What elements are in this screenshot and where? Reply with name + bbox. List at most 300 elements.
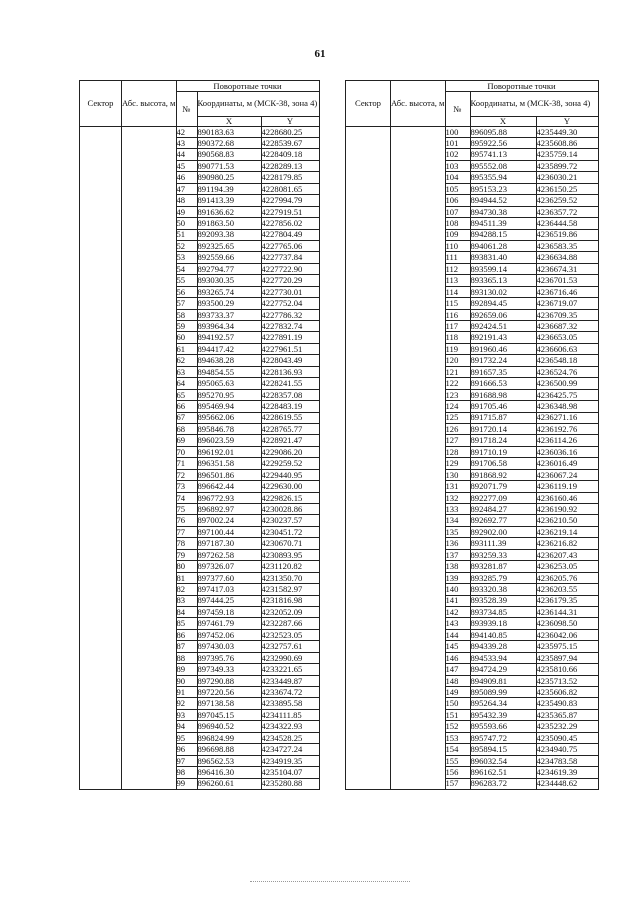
point-number-cell: 120 (445, 355, 470, 366)
point-number-cell: 152 (445, 721, 470, 732)
point-number-cell: 105 (445, 183, 470, 194)
point-number-cell: 134 (445, 515, 470, 526)
point-number-cell: 56 (176, 286, 197, 297)
x-coordinate-cell: 891720.14 (470, 423, 536, 434)
x-header: X (197, 117, 261, 127)
point-number-cell: 46 (176, 172, 197, 183)
x-coordinate-cell: 897045.15 (197, 709, 261, 720)
point-number-cell: 54 (176, 263, 197, 274)
x-coordinate-cell: 893365.13 (470, 275, 536, 286)
sector-header: Сектор (346, 81, 391, 127)
y-coordinate-cell: 4236067.24 (536, 469, 598, 480)
x-coordinate-cell: 891863.50 (197, 218, 261, 229)
x-coordinate-cell: 893320.38 (470, 584, 536, 595)
point-number-cell: 151 (445, 709, 470, 720)
x-coordinate-cell: 895552.08 (470, 160, 536, 171)
x-coordinate-cell: 895846.78 (197, 423, 261, 434)
point-number-cell: 51 (176, 229, 197, 240)
x-coordinate-cell: 890183.63 (197, 126, 261, 137)
y-coordinate-cell: 4236259.52 (536, 195, 598, 206)
point-number-cell: 71 (176, 458, 197, 469)
point-number-cell: 52 (176, 240, 197, 251)
point-number-cell: 45 (176, 160, 197, 171)
point-number-cell: 123 (445, 389, 470, 400)
y-coordinate-cell: 4234619.39 (536, 767, 598, 778)
x-coordinate-cell: 895922.56 (470, 138, 536, 149)
x-coordinate-cell: 897290.88 (197, 675, 261, 686)
y-coordinate-cell: 4236207.43 (536, 549, 598, 560)
point-number-cell: 87 (176, 641, 197, 652)
y-coordinate-cell: 4235899.72 (536, 160, 598, 171)
x-coordinate-cell: 897138.58 (197, 698, 261, 709)
x-coordinate-cell: 891706.58 (470, 458, 536, 469)
y-coordinate-cell: 4232757.61 (261, 641, 319, 652)
point-number-cell: 145 (445, 641, 470, 652)
x-coordinate-cell: 894944.52 (470, 195, 536, 206)
y-coordinate-cell: 4234940.75 (536, 744, 598, 755)
page-number: 61 (314, 48, 326, 60)
y-coordinate-cell: 4236524.76 (536, 366, 598, 377)
y-coordinate-cell: 4236144.31 (536, 606, 598, 617)
abs-height-header: Абс. высота, м (391, 81, 446, 127)
x-coordinate-cell: 893265.74 (197, 286, 261, 297)
point-number-cell: 74 (176, 492, 197, 503)
point-number-cell: 99 (176, 778, 197, 789)
y-coordinate-cell: 4232287.66 (261, 618, 319, 629)
x-coordinate-cell: 895741.13 (470, 149, 536, 160)
point-number-cell: 77 (176, 526, 197, 537)
x-coordinate-cell: 892484.27 (470, 504, 536, 515)
x-coordinate-cell: 894417.42 (197, 343, 261, 354)
y-coordinate-cell: 4236119.19 (536, 481, 598, 492)
x-coordinate-cell: 893285.79 (470, 572, 536, 583)
point-number-cell: 55 (176, 275, 197, 286)
point-number-cell: 104 (445, 172, 470, 183)
y-coordinate-cell: 4227856.02 (261, 218, 319, 229)
y-coordinate-cell: 4228765.77 (261, 423, 319, 434)
y-coordinate-cell: 4234448.62 (536, 778, 598, 789)
y-coordinate-cell: 4236674.31 (536, 263, 598, 274)
x-coordinate-cell: 891960.46 (470, 343, 536, 354)
y-header: Y (261, 117, 319, 127)
x-coordinate-cell: 893599.14 (470, 263, 536, 274)
y-coordinate-cell: 4228136.93 (261, 366, 319, 377)
point-number-cell: 61 (176, 343, 197, 354)
y-coordinate-cell: 4233449.87 (261, 675, 319, 686)
y-coordinate-cell: 4231350.70 (261, 572, 319, 583)
x-coordinate-cell: 897002.24 (197, 515, 261, 526)
y-coordinate-cell: 4236716.46 (536, 286, 598, 297)
x-coordinate-cell: 895355.94 (470, 172, 536, 183)
point-number-cell: 63 (176, 366, 197, 377)
y-coordinate-cell: 4229259.52 (261, 458, 319, 469)
point-number-cell: 138 (445, 561, 470, 572)
point-number-cell: 125 (445, 412, 470, 423)
y-coordinate-cell: 4230670.71 (261, 538, 319, 549)
point-number-cell: 88 (176, 652, 197, 663)
point-number-cell: 118 (445, 332, 470, 343)
y-coordinate-cell: 4236606.63 (536, 343, 598, 354)
y-coordinate-cell: 4230237.57 (261, 515, 319, 526)
y-coordinate-cell: 4235975.15 (536, 641, 598, 652)
x-coordinate-cell: 895469.94 (197, 401, 261, 412)
x-coordinate-cell: 890568.83 (197, 149, 261, 160)
point-number-cell: 112 (445, 263, 470, 274)
x-coordinate-cell: 892794.77 (197, 263, 261, 274)
x-coordinate-cell: 893734.85 (470, 606, 536, 617)
x-coordinate-cell: 893111.39 (470, 538, 536, 549)
point-number-cell: 127 (445, 435, 470, 446)
point-number-cell: 147 (445, 664, 470, 675)
y-coordinate-cell: 4229086.20 (261, 446, 319, 457)
y-header: Y (536, 117, 598, 127)
x-coordinate-cell: 897377.60 (197, 572, 261, 583)
point-number-cell: 121 (445, 366, 470, 377)
x-coordinate-cell: 893500.29 (197, 298, 261, 309)
x-coordinate-cell: 897461.79 (197, 618, 261, 629)
x-coordinate-cell: 896192.01 (197, 446, 261, 457)
point-number-cell: 48 (176, 195, 197, 206)
x-coordinate-cell: 895432.39 (470, 709, 536, 720)
point-number-cell: 62 (176, 355, 197, 366)
point-number-cell: 135 (445, 526, 470, 537)
y-coordinate-cell: 4232523.05 (261, 629, 319, 640)
x-coordinate-cell: 893130.02 (470, 286, 536, 297)
point-number-cell: 64 (176, 378, 197, 389)
x-coordinate-cell: 896772.93 (197, 492, 261, 503)
y-coordinate-cell: 4227722.90 (261, 263, 319, 274)
y-coordinate-cell: 4228043.49 (261, 355, 319, 366)
y-coordinate-cell: 4227786.32 (261, 309, 319, 320)
footer-mark (250, 881, 410, 884)
y-coordinate-cell: 4236030.21 (536, 172, 598, 183)
point-number-cell: 117 (445, 321, 470, 332)
y-coordinate-cell: 4228409.18 (261, 149, 319, 160)
x-coordinate-cell: 897100.44 (197, 526, 261, 537)
y-coordinate-cell: 4227765.06 (261, 240, 319, 251)
y-coordinate-cell: 4236519.86 (536, 229, 598, 240)
x-coordinate-cell: 896562.53 (197, 755, 261, 766)
point-number-cell: 73 (176, 481, 197, 492)
y-coordinate-cell: 4228539.67 (261, 138, 319, 149)
point-number-cell: 75 (176, 504, 197, 515)
point-number-cell: 94 (176, 721, 197, 732)
turning-points-header: Поворотные точки (176, 81, 319, 92)
y-coordinate-cell: 4228241.55 (261, 378, 319, 389)
point-number-cell: 110 (445, 240, 470, 251)
y-coordinate-cell: 4233895.58 (261, 698, 319, 709)
point-number-cell: 139 (445, 572, 470, 583)
x-coordinate-cell: 892093.38 (197, 229, 261, 240)
point-number-cell: 116 (445, 309, 470, 320)
y-coordinate-cell: 4228483.19 (261, 401, 319, 412)
point-number-cell: 92 (176, 698, 197, 709)
point-number-cell: 85 (176, 618, 197, 629)
point-number-cell: 114 (445, 286, 470, 297)
x-coordinate-cell: 894192.57 (197, 332, 261, 343)
x-coordinate-cell: 896023.59 (197, 435, 261, 446)
point-number-cell: 79 (176, 549, 197, 560)
y-coordinate-cell: 4230893.95 (261, 549, 319, 560)
y-coordinate-cell: 4229630.00 (261, 481, 319, 492)
point-number-cell: 82 (176, 584, 197, 595)
point-number-cell: 142 (445, 606, 470, 617)
y-coordinate-cell: 4235490.83 (536, 698, 598, 709)
point-number-cell: 153 (445, 732, 470, 743)
point-number-cell: 59 (176, 321, 197, 332)
point-number-cell: 136 (445, 538, 470, 549)
y-coordinate-cell: 4236425.75 (536, 389, 598, 400)
y-coordinate-cell: 4234322.93 (261, 721, 319, 732)
x-coordinate-cell: 890771.53 (197, 160, 261, 171)
x-coordinate-cell: 896032.54 (470, 755, 536, 766)
x-coordinate-cell: 896095.88 (470, 126, 536, 137)
point-number-cell: 106 (445, 195, 470, 206)
point-number-cell: 122 (445, 378, 470, 389)
y-coordinate-cell: 4227832.74 (261, 321, 319, 332)
x-coordinate-cell: 897395.76 (197, 652, 261, 663)
x-coordinate-cell: 896824.99 (197, 732, 261, 743)
y-coordinate-cell: 4235280.88 (261, 778, 319, 789)
x-coordinate-cell: 895593.66 (470, 721, 536, 732)
point-number-cell: 154 (445, 744, 470, 755)
x-coordinate-cell: 896642.44 (197, 481, 261, 492)
sector-cell (346, 126, 391, 789)
y-coordinate-cell: 4228680.25 (261, 126, 319, 137)
x-coordinate-cell: 893281.87 (470, 561, 536, 572)
x-coordinate-cell: 895894.15 (470, 744, 536, 755)
point-number-cell: 68 (176, 423, 197, 434)
x-coordinate-cell: 891194.39 (197, 183, 261, 194)
table-body-left (80, 126, 320, 789)
x-coordinate-cell: 895747.72 (470, 732, 536, 743)
y-coordinate-cell: 4235449.30 (536, 126, 598, 137)
x-coordinate-cell: 896416.30 (197, 767, 261, 778)
x-coordinate-cell: 897459.18 (197, 606, 261, 617)
x-coordinate-cell: 891657.35 (470, 366, 536, 377)
abs-height-cell (391, 126, 446, 789)
x-coordinate-cell: 894854.55 (197, 366, 261, 377)
point-number-cell: 111 (445, 252, 470, 263)
y-coordinate-cell: 4229440.95 (261, 469, 319, 480)
point-number-cell: 91 (176, 687, 197, 698)
y-coordinate-cell: 4235608.86 (536, 138, 598, 149)
point-number-cell: 78 (176, 538, 197, 549)
y-coordinate-cell: 4236036.16 (536, 446, 598, 457)
point-number-cell: 150 (445, 698, 470, 709)
y-coordinate-cell: 4235606.82 (536, 687, 598, 698)
y-coordinate-cell: 4236114.26 (536, 435, 598, 446)
abs-height-cell (122, 126, 177, 789)
point-number-cell: 140 (445, 584, 470, 595)
y-coordinate-cell: 4230451.72 (261, 526, 319, 537)
y-coordinate-cell: 4228619.55 (261, 412, 319, 423)
y-coordinate-cell: 4235759.14 (536, 149, 598, 160)
x-coordinate-cell: 896162.51 (470, 767, 536, 778)
point-number-cell: 43 (176, 138, 197, 149)
point-number-cell: 49 (176, 206, 197, 217)
x-coordinate-cell: 896698.88 (197, 744, 261, 755)
sector-header: Сектор (80, 81, 122, 127)
x-coordinate-cell: 891718.24 (470, 435, 536, 446)
y-coordinate-cell: 4233674.72 (261, 687, 319, 698)
abs-height-header: Абс. высота, м (122, 81, 177, 127)
y-coordinate-cell: 4236271.16 (536, 412, 598, 423)
point-number-cell: 141 (445, 595, 470, 606)
y-coordinate-cell: 4231816.98 (261, 595, 319, 606)
point-number-cell: 81 (176, 572, 197, 583)
y-coordinate-cell: 4236205.76 (536, 572, 598, 583)
x-coordinate-cell: 891715.87 (470, 412, 536, 423)
y-coordinate-cell: 4230028.86 (261, 504, 319, 515)
x-coordinate-cell: 894730.38 (470, 206, 536, 217)
point-number-cell: 124 (445, 401, 470, 412)
x-coordinate-cell: 895153.23 (470, 183, 536, 194)
x-coordinate-cell: 892902.00 (470, 526, 536, 537)
x-coordinate-cell: 895065.63 (197, 378, 261, 389)
y-coordinate-cell: 4236583.35 (536, 240, 598, 251)
table-row (80, 126, 320, 137)
y-coordinate-cell: 4236444.58 (536, 218, 598, 229)
x-coordinate-cell: 896351.58 (197, 458, 261, 469)
x-coordinate-cell: 893259.33 (470, 549, 536, 560)
x-coordinate-cell: 894638.28 (197, 355, 261, 366)
point-number-cell: 137 (445, 549, 470, 560)
x-coordinate-cell: 895264.34 (470, 698, 536, 709)
y-coordinate-cell: 4236098.50 (536, 618, 598, 629)
x-coordinate-cell: 897452.06 (197, 629, 261, 640)
y-coordinate-cell: 4236216.82 (536, 538, 598, 549)
y-coordinate-cell: 4236709.35 (536, 309, 598, 320)
x-coordinate-cell: 895270.95 (197, 389, 261, 400)
y-coordinate-cell: 4227919.51 (261, 206, 319, 217)
x-coordinate-cell: 894061.28 (470, 240, 536, 251)
x-coordinate-cell: 893831.40 (470, 252, 536, 263)
y-coordinate-cell: 4227730.01 (261, 286, 319, 297)
point-number-cell: 95 (176, 732, 197, 743)
x-coordinate-cell: 896260.61 (197, 778, 261, 789)
point-number-cell: 97 (176, 755, 197, 766)
x-coordinate-cell: 896501.86 (197, 469, 261, 480)
x-coordinate-cell: 897349.33 (197, 664, 261, 675)
x-coordinate-cell: 892659.06 (470, 309, 536, 320)
table-body-right (346, 126, 599, 789)
x-coordinate-cell: 897187.30 (197, 538, 261, 549)
x-coordinate-cell: 891732.24 (470, 355, 536, 366)
number-header: № (445, 92, 470, 127)
y-coordinate-cell: 4236348.98 (536, 401, 598, 412)
x-coordinate-cell: 893528.39 (470, 595, 536, 606)
x-coordinate-cell: 894140.85 (470, 629, 536, 640)
point-number-cell: 69 (176, 435, 197, 446)
point-number-cell: 90 (176, 675, 197, 686)
y-coordinate-cell: 4227961.51 (261, 343, 319, 354)
y-coordinate-cell: 4236219.14 (536, 526, 598, 537)
point-number-cell: 53 (176, 252, 197, 263)
point-number-cell: 156 (445, 767, 470, 778)
x-coordinate-cell: 895662.06 (197, 412, 261, 423)
y-coordinate-cell: 4232052.09 (261, 606, 319, 617)
table-row (346, 126, 599, 137)
x-coordinate-cell: 892559.66 (197, 252, 261, 263)
x-coordinate-cell: 897220.56 (197, 687, 261, 698)
point-number-cell: 65 (176, 389, 197, 400)
x-coordinate-cell: 896940.52 (197, 721, 261, 732)
y-coordinate-cell: 4236042.06 (536, 629, 598, 640)
point-number-cell: 93 (176, 709, 197, 720)
y-coordinate-cell: 4227804.49 (261, 229, 319, 240)
y-coordinate-cell: 4227737.84 (261, 252, 319, 263)
y-coordinate-cell: 4235232.29 (536, 721, 598, 732)
x-coordinate-cell: 897262.58 (197, 549, 261, 560)
y-coordinate-cell: 4232990.69 (261, 652, 319, 663)
x-coordinate-cell: 894288.15 (470, 229, 536, 240)
number-header: № (176, 92, 197, 127)
x-coordinate-cell: 893964.34 (197, 321, 261, 332)
y-coordinate-cell: 4236150.25 (536, 183, 598, 194)
x-header: X (470, 117, 536, 127)
y-coordinate-cell: 4236192.76 (536, 423, 598, 434)
y-coordinate-cell: 4236500.99 (536, 378, 598, 389)
x-coordinate-cell: 891710.19 (470, 446, 536, 457)
point-number-cell: 129 (445, 458, 470, 469)
point-number-cell: 42 (176, 126, 197, 137)
y-coordinate-cell: 4231582.97 (261, 584, 319, 595)
point-number-cell: 83 (176, 595, 197, 606)
y-coordinate-cell: 4234919.35 (261, 755, 319, 766)
x-coordinate-cell: 896283.72 (470, 778, 536, 789)
x-coordinate-cell: 891413.39 (197, 195, 261, 206)
y-coordinate-cell: 4229826.15 (261, 492, 319, 503)
point-number-cell: 86 (176, 629, 197, 640)
sector-cell (80, 126, 122, 789)
y-coordinate-cell: 4228081.65 (261, 183, 319, 194)
point-number-cell: 72 (176, 469, 197, 480)
y-coordinate-cell: 4227994.79 (261, 195, 319, 206)
y-coordinate-cell: 4236634.88 (536, 252, 598, 263)
y-coordinate-cell: 4236719.07 (536, 298, 598, 309)
y-coordinate-cell: 4235104.07 (261, 767, 319, 778)
x-coordinate-cell: 892692.77 (470, 515, 536, 526)
y-coordinate-cell: 4236016.49 (536, 458, 598, 469)
y-coordinate-cell: 4231120.82 (261, 561, 319, 572)
x-coordinate-cell: 894339.28 (470, 641, 536, 652)
x-coordinate-cell: 890372.68 (197, 138, 261, 149)
y-coordinate-cell: 4234783.58 (536, 755, 598, 766)
point-number-cell: 96 (176, 744, 197, 755)
point-number-cell: 66 (176, 401, 197, 412)
y-coordinate-cell: 4236203.55 (536, 584, 598, 595)
point-number-cell: 119 (445, 343, 470, 354)
point-number-cell: 108 (445, 218, 470, 229)
coordinates-header: Координаты, м (МСК-38, зона 4) (197, 92, 319, 117)
point-number-cell: 67 (176, 412, 197, 423)
x-coordinate-cell: 892894.45 (470, 298, 536, 309)
y-coordinate-cell: 4235365.87 (536, 709, 598, 720)
point-number-cell: 155 (445, 755, 470, 766)
point-number-cell: 58 (176, 309, 197, 320)
coordinates-header: Координаты, м (МСК-38, зона 4) (470, 92, 598, 117)
point-number-cell: 149 (445, 687, 470, 698)
point-number-cell: 70 (176, 446, 197, 457)
point-number-cell: 89 (176, 664, 197, 675)
turning-points-header: Поворотные точки (445, 81, 598, 92)
point-number-cell: 132 (445, 492, 470, 503)
point-number-cell: 101 (445, 138, 470, 149)
point-number-cell: 109 (445, 229, 470, 240)
y-coordinate-cell: 4236653.05 (536, 332, 598, 343)
x-coordinate-cell: 891705.46 (470, 401, 536, 412)
